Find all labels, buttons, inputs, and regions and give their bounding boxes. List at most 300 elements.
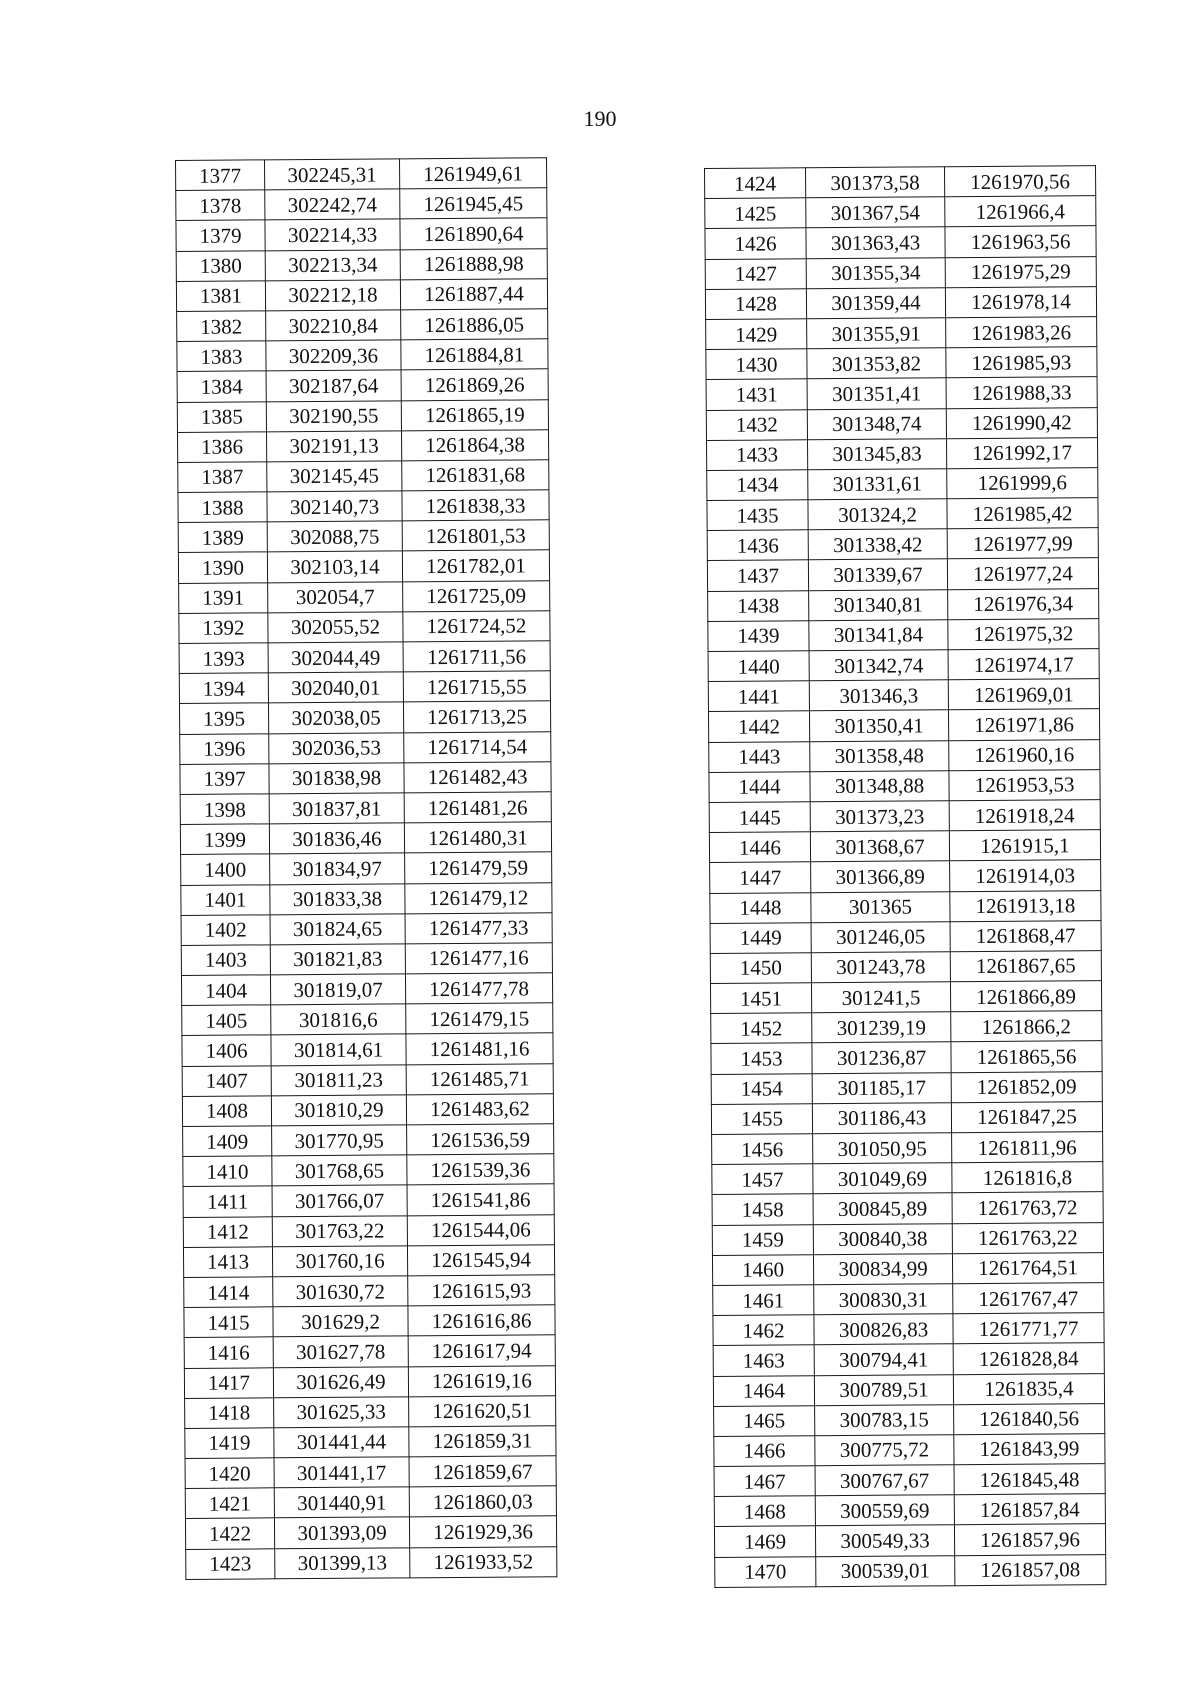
- x-coordinate-cell: 301331,61: [808, 469, 947, 500]
- x-coordinate-cell: 302140,73: [267, 491, 402, 522]
- x-coordinate-cell: 301355,91: [807, 318, 946, 349]
- table-row: [183, 1124, 554, 1157]
- x-coordinate-cell: 300834,99: [813, 1253, 952, 1284]
- table-row: [711, 1071, 1102, 1104]
- y-coordinate-cell: 1261811,96: [952, 1132, 1103, 1163]
- x-coordinate-cell: 300775,72: [815, 1435, 954, 1466]
- x-coordinate-cell: 302210,84: [266, 310, 401, 341]
- y-coordinate-cell: 1261884,81: [401, 339, 548, 370]
- table-row: [185, 1456, 556, 1489]
- point-number-cell: 1415: [184, 1307, 273, 1338]
- table-row: [182, 1003, 553, 1036]
- table-row: [705, 166, 1096, 199]
- point-number-cell: 1389: [178, 522, 267, 553]
- x-coordinate-cell: 302190,55: [266, 400, 401, 431]
- y-coordinate-cell: 1261801,53: [402, 520, 549, 551]
- point-number-cell: 1409: [183, 1126, 272, 1157]
- y-coordinate-cell: 1261831,68: [402, 460, 549, 491]
- table-row: [177, 429, 548, 462]
- table-row: [706, 317, 1097, 350]
- x-coordinate-cell: 300783,15: [815, 1404, 954, 1435]
- y-coordinate-cell: 1261771,77: [953, 1313, 1104, 1344]
- point-number-cell: 1429: [706, 319, 807, 350]
- x-coordinate-cell: 301353,82: [807, 348, 946, 379]
- x-coordinate-cell: 301441,17: [274, 1457, 409, 1488]
- y-coordinate-cell: 1261479,15: [406, 1003, 553, 1034]
- point-number-cell: 1447: [710, 862, 811, 893]
- point-number-cell: 1467: [714, 1466, 815, 1497]
- x-coordinate-cell: 301050,95: [813, 1133, 952, 1164]
- x-coordinate-cell: 301814,61: [271, 1034, 406, 1065]
- y-coordinate-cell: 1261483,62: [406, 1094, 553, 1125]
- x-coordinate-cell: 301373,58: [806, 167, 945, 198]
- table-row: [712, 1132, 1103, 1165]
- table-row: [706, 377, 1097, 410]
- x-coordinate-cell: 301368,67: [810, 831, 949, 862]
- y-coordinate-cell: 1261828,84: [953, 1343, 1104, 1374]
- x-coordinate-cell: 300559,69: [815, 1495, 954, 1526]
- x-coordinate-cell: 301243,78: [811, 952, 950, 983]
- point-number-cell: 1397: [180, 764, 269, 795]
- point-number-cell: 1434: [707, 470, 808, 501]
- point-number-cell: 1454: [711, 1073, 812, 1104]
- table-row: [183, 1214, 554, 1247]
- y-coordinate-cell: 1261960,16: [949, 739, 1100, 770]
- x-coordinate-cell: 302040,01: [268, 672, 403, 703]
- table-row: [178, 460, 549, 493]
- point-number-cell: 1387: [178, 462, 267, 493]
- x-coordinate-cell: 301760,16: [272, 1246, 407, 1277]
- x-coordinate-cell: 302044,49: [268, 642, 403, 673]
- y-coordinate-cell: 1261477,78: [405, 973, 552, 1004]
- y-coordinate-cell: 1261999,6: [947, 467, 1098, 498]
- y-coordinate-cell: 1261915,1: [949, 830, 1100, 861]
- x-coordinate-cell: 301341,84: [809, 620, 948, 651]
- y-coordinate-cell: 1261859,31: [409, 1426, 556, 1457]
- x-coordinate-cell: 301824,65: [270, 914, 405, 945]
- point-number-cell: 1385: [177, 401, 266, 432]
- point-number-cell: 1458: [712, 1194, 813, 1225]
- x-coordinate-cell: 300767,67: [815, 1465, 954, 1496]
- point-number-cell: 1407: [182, 1065, 271, 1096]
- point-number-cell: 1433: [706, 439, 807, 470]
- point-number-cell: 1417: [184, 1367, 273, 1398]
- point-number-cell: 1438: [708, 590, 809, 621]
- x-coordinate-cell: 301351,41: [807, 378, 946, 409]
- y-coordinate-cell: 1261816,8: [952, 1162, 1103, 1193]
- table-row: [176, 218, 547, 251]
- y-coordinate-cell: 1261971,86: [948, 709, 1099, 740]
- point-number-cell: 1450: [710, 953, 811, 984]
- point-number-cell: 1463: [713, 1345, 814, 1376]
- point-number-cell: 1445: [709, 802, 810, 833]
- point-number-cell: 1468: [714, 1496, 815, 1527]
- y-coordinate-cell: 1261963,56: [945, 226, 1096, 257]
- point-number-cell: 1430: [706, 349, 807, 380]
- x-coordinate-cell: 301837,81: [269, 793, 404, 824]
- x-coordinate-cell: 302038,05: [268, 702, 403, 733]
- table-row: [714, 1403, 1105, 1436]
- table-row: [710, 950, 1101, 983]
- y-coordinate-cell: 1261724,52: [403, 611, 550, 642]
- point-number-cell: 1461: [713, 1285, 814, 1316]
- table-row: [184, 1335, 555, 1368]
- table-row: [711, 1041, 1102, 1074]
- point-number-cell: 1421: [185, 1488, 274, 1519]
- x-coordinate-cell: 300549,33: [815, 1525, 954, 1556]
- x-coordinate-cell: 301367,54: [806, 197, 945, 228]
- y-coordinate-cell: 1261482,43: [404, 762, 551, 793]
- x-coordinate-cell: 301629,2: [273, 1306, 408, 1337]
- point-number-cell: 1391: [179, 582, 268, 613]
- table-row: [179, 701, 550, 734]
- y-coordinate-cell: 1261485,71: [406, 1063, 553, 1094]
- x-coordinate-cell: 301339,67: [808, 559, 947, 590]
- point-number-cell: 1399: [180, 824, 269, 855]
- y-coordinate-cell: 1261969,01: [948, 679, 1099, 710]
- table-row: [710, 890, 1101, 923]
- table-row: [177, 339, 548, 372]
- x-coordinate-cell: 302055,52: [268, 612, 403, 643]
- point-number-cell: 1414: [184, 1277, 273, 1308]
- y-coordinate-cell: 1261713,25: [403, 701, 550, 732]
- y-coordinate-cell: 1261477,33: [405, 912, 552, 943]
- point-number-cell: 1403: [181, 945, 270, 976]
- y-coordinate-cell: 1261888,98: [400, 248, 547, 279]
- y-coordinate-cell: 1261544,06: [407, 1214, 554, 1245]
- y-coordinate-cell: 1261929,36: [409, 1516, 556, 1547]
- table-row: [707, 498, 1098, 531]
- point-number-cell: 1402: [181, 915, 270, 946]
- x-coordinate-cell: 301359,44: [806, 287, 945, 318]
- x-coordinate-cell: 302209,36: [266, 340, 401, 371]
- x-coordinate-cell: 301766,07: [272, 1185, 407, 1216]
- table-row: [712, 1162, 1103, 1195]
- table-row: [712, 1222, 1103, 1255]
- y-coordinate-cell: 1261869,26: [401, 369, 548, 400]
- x-coordinate-cell: 301836,46: [269, 823, 404, 854]
- point-number-cell: 1426: [705, 228, 806, 259]
- point-number-cell: 1393: [179, 643, 268, 674]
- point-number-cell: 1383: [177, 341, 266, 372]
- table-row: [180, 792, 551, 825]
- y-coordinate-cell: 1261852,09: [951, 1071, 1102, 1102]
- x-coordinate-cell: 301239,19: [812, 1012, 951, 1043]
- x-coordinate-cell: 301366,89: [811, 861, 950, 892]
- table-row: [181, 943, 552, 976]
- y-coordinate-cell: 1261835,4: [953, 1373, 1104, 1404]
- table-row: [714, 1433, 1105, 1466]
- y-coordinate-cell: 1261857,84: [954, 1494, 1105, 1525]
- point-number-cell: 1378: [176, 190, 265, 221]
- table-row: [708, 618, 1099, 651]
- x-coordinate-cell: 302212,18: [265, 280, 400, 311]
- point-number-cell: 1435: [707, 500, 808, 531]
- point-number-cell: 1377: [176, 160, 265, 191]
- x-coordinate-cell: 301345,83: [807, 438, 946, 469]
- table-row: [714, 1524, 1105, 1557]
- table-row: [715, 1554, 1106, 1587]
- x-coordinate-cell: 302103,14: [267, 551, 402, 582]
- point-number-cell: 1428: [705, 289, 806, 320]
- x-coordinate-cell: 301768,65: [272, 1155, 407, 1186]
- y-coordinate-cell: 1261715,55: [403, 671, 550, 702]
- point-number-cell: 1424: [705, 168, 806, 199]
- y-coordinate-cell: 1261857,08: [955, 1554, 1106, 1585]
- table-row: [708, 679, 1099, 712]
- table-row: [177, 369, 548, 402]
- table-row: [705, 196, 1096, 229]
- point-number-cell: 1457: [712, 1164, 813, 1195]
- y-coordinate-cell: 1261990,42: [946, 407, 1097, 438]
- y-coordinate-cell: 1261988,33: [946, 377, 1097, 408]
- y-coordinate-cell: 1261477,16: [405, 943, 552, 974]
- point-number-cell: 1443: [709, 741, 810, 772]
- x-coordinate-cell: 302036,53: [269, 732, 404, 763]
- point-number-cell: 1441: [708, 681, 809, 712]
- table-row: [183, 1184, 554, 1217]
- point-number-cell: 1413: [183, 1247, 272, 1278]
- y-coordinate-cell: 1261977,99: [947, 528, 1098, 559]
- y-coordinate-cell: 1261966,4: [945, 196, 1096, 227]
- y-coordinate-cell: 1261886,05: [401, 309, 548, 340]
- table-row: [184, 1365, 555, 1398]
- y-coordinate-cell: 1261619,16: [408, 1365, 555, 1396]
- table-row: [706, 437, 1097, 470]
- point-number-cell: 1416: [184, 1337, 273, 1368]
- y-coordinate-cell: 1261978,14: [945, 286, 1096, 317]
- point-number-cell: 1398: [180, 794, 269, 825]
- x-coordinate-cell: 301185,17: [812, 1072, 951, 1103]
- x-coordinate-cell: 301399,13: [275, 1547, 410, 1578]
- x-coordinate-cell: 302242,74: [265, 189, 400, 220]
- x-coordinate-cell: 301340,81: [809, 589, 948, 620]
- point-number-cell: 1420: [185, 1458, 274, 1489]
- y-coordinate-cell: 1261859,67: [409, 1456, 556, 1487]
- table-row: [178, 550, 549, 583]
- y-coordinate-cell: 1261620,51: [409, 1395, 556, 1426]
- point-number-cell: 1439: [708, 621, 809, 652]
- y-coordinate-cell: 1261545,94: [407, 1244, 554, 1275]
- table-row: [180, 822, 551, 855]
- table-row: [182, 1094, 553, 1127]
- y-coordinate-cell: 1261845,48: [954, 1464, 1105, 1495]
- table-row: [176, 188, 547, 221]
- table-row: [706, 347, 1097, 380]
- table-row: [706, 407, 1097, 440]
- y-coordinate-cell: 1261985,42: [947, 498, 1098, 529]
- table-row: [710, 860, 1101, 893]
- y-coordinate-cell: 1261865,19: [401, 399, 548, 430]
- y-coordinate-cell: 1261933,52: [410, 1546, 557, 1577]
- table-row: [713, 1283, 1104, 1316]
- x-coordinate-cell: 300794,41: [814, 1344, 953, 1375]
- point-number-cell: 1395: [179, 703, 268, 734]
- y-coordinate-cell: 1261847,25: [951, 1101, 1102, 1132]
- y-coordinate-cell: 1261953,53: [949, 769, 1100, 800]
- table-row: [179, 671, 550, 704]
- point-number-cell: 1466: [714, 1436, 815, 1467]
- table-row: [710, 981, 1101, 1014]
- table-body-left: [176, 158, 557, 1579]
- point-number-cell: 1470: [715, 1556, 816, 1587]
- table-row: [708, 588, 1099, 621]
- point-number-cell: 1465: [714, 1405, 815, 1436]
- table-row: [180, 762, 551, 795]
- y-coordinate-cell: 1261616,86: [408, 1305, 555, 1336]
- table-row: [709, 769, 1100, 802]
- y-coordinate-cell: 1261481,16: [406, 1033, 553, 1064]
- x-coordinate-cell: 301049,69: [813, 1163, 952, 1194]
- table-row: [184, 1305, 555, 1338]
- y-coordinate-cell: 1261767,47: [953, 1283, 1104, 1314]
- point-number-cell: 1381: [176, 281, 265, 312]
- table-row: [707, 528, 1098, 561]
- x-coordinate-cell: 301186,43: [812, 1103, 951, 1134]
- x-coordinate-cell: 301625,33: [274, 1397, 409, 1428]
- table-row: [176, 279, 547, 312]
- table-row: [178, 490, 549, 523]
- table-row: [183, 1244, 554, 1277]
- point-number-cell: 1437: [707, 560, 808, 591]
- table-row: [176, 158, 547, 191]
- point-number-cell: 1431: [706, 379, 807, 410]
- table-row: [181, 912, 552, 945]
- x-coordinate-cell: 301763,22: [272, 1215, 407, 1246]
- point-number-cell: 1388: [178, 492, 267, 523]
- point-number-cell: 1446: [709, 832, 810, 863]
- table-row: [711, 1101, 1102, 1134]
- point-number-cell: 1448: [710, 892, 811, 923]
- table-row: [705, 286, 1096, 319]
- y-coordinate-cell: 1261714,54: [404, 731, 551, 762]
- table-body-right: [705, 166, 1106, 1588]
- x-coordinate-cell: 301350,41: [809, 710, 948, 741]
- point-number-cell: 1396: [180, 733, 269, 764]
- table-row: [711, 1011, 1102, 1044]
- table-row: [185, 1516, 556, 1549]
- x-coordinate-cell: 301393,09: [274, 1517, 409, 1548]
- y-coordinate-cell: 1261857,96: [954, 1524, 1105, 1555]
- table-row: [183, 1154, 554, 1187]
- table-row: [713, 1313, 1104, 1346]
- y-coordinate-cell: 1261867,65: [950, 950, 1101, 981]
- coordinates-table-left: [175, 157, 557, 1580]
- x-coordinate-cell: 302213,34: [265, 249, 400, 280]
- y-coordinate-cell: 1261949,61: [399, 158, 546, 189]
- y-coordinate-cell: 1261975,32: [948, 618, 1099, 649]
- x-coordinate-cell: 301342,74: [809, 650, 948, 681]
- y-coordinate-cell: 1261890,64: [400, 218, 547, 249]
- point-number-cell: 1451: [710, 983, 811, 1014]
- x-coordinate-cell: 300826,83: [814, 1314, 953, 1345]
- table-row: [178, 520, 549, 553]
- table-row: [708, 709, 1099, 742]
- table-row: [713, 1373, 1104, 1406]
- x-coordinate-cell: 301346,3: [809, 680, 948, 711]
- point-number-cell: 1469: [714, 1526, 815, 1557]
- y-coordinate-cell: 1261974,17: [948, 649, 1099, 680]
- table-row: [714, 1464, 1105, 1497]
- table-row: [712, 1192, 1103, 1225]
- point-number-cell: 1394: [179, 673, 268, 704]
- table-row: [705, 226, 1096, 259]
- y-coordinate-cell: 1261866,89: [950, 981, 1101, 1012]
- x-coordinate-cell: 300539,01: [816, 1555, 955, 1586]
- x-coordinate-cell: 301770,95: [272, 1125, 407, 1156]
- table-row: [705, 256, 1096, 289]
- y-coordinate-cell: 1261481,26: [404, 792, 551, 823]
- point-number-cell: 1408: [182, 1096, 271, 1127]
- table-row: [180, 731, 551, 764]
- table-row: [181, 882, 552, 915]
- table-row: [177, 399, 548, 432]
- x-coordinate-cell: 302245,31: [265, 159, 400, 190]
- x-coordinate-cell: 302187,64: [266, 370, 401, 401]
- point-number-cell: 1380: [176, 250, 265, 281]
- x-coordinate-cell: 301626,49: [273, 1366, 408, 1397]
- x-coordinate-cell: 302145,45: [267, 461, 402, 492]
- table-row: [710, 920, 1101, 953]
- x-coordinate-cell: 301441,44: [274, 1427, 409, 1458]
- y-coordinate-cell: 1261970,56: [944, 166, 1095, 197]
- table-row: [184, 1275, 555, 1308]
- y-coordinate-cell: 1261868,47: [950, 920, 1101, 951]
- table-row: [185, 1426, 556, 1459]
- point-number-cell: 1419: [185, 1428, 274, 1459]
- y-coordinate-cell: 1261711,56: [403, 641, 550, 672]
- y-coordinate-cell: 1261782,01: [402, 550, 549, 581]
- y-coordinate-cell: 1261945,45: [400, 188, 547, 219]
- table-row: [709, 830, 1100, 863]
- y-coordinate-cell: 1261992,17: [946, 437, 1097, 468]
- x-coordinate-cell: 301630,72: [273, 1276, 408, 1307]
- table-row: [714, 1494, 1105, 1527]
- y-coordinate-cell: 1261480,31: [404, 822, 551, 853]
- table-row: [709, 739, 1100, 772]
- point-number-cell: 1400: [181, 854, 270, 885]
- point-number-cell: 1404: [181, 975, 270, 1006]
- point-number-cell: 1452: [711, 1013, 812, 1044]
- x-coordinate-cell: 301246,05: [811, 921, 950, 952]
- table-row: [177, 309, 548, 342]
- x-coordinate-cell: 301348,74: [807, 408, 946, 439]
- table-row: [181, 852, 552, 885]
- y-coordinate-cell: 1261860,03: [409, 1486, 556, 1517]
- y-coordinate-cell: 1261541,86: [407, 1184, 554, 1215]
- y-coordinate-cell: 1261975,29: [945, 256, 1096, 287]
- x-coordinate-cell: 301324,2: [808, 499, 947, 530]
- point-number-cell: 1423: [186, 1548, 275, 1579]
- point-number-cell: 1456: [712, 1134, 813, 1165]
- x-coordinate-cell: 301348,88: [810, 770, 949, 801]
- y-coordinate-cell: 1261479,59: [405, 852, 552, 883]
- x-coordinate-cell: 302088,75: [267, 521, 402, 552]
- x-coordinate-cell: 300840,38: [813, 1223, 952, 1254]
- point-number-cell: 1412: [183, 1216, 272, 1247]
- table-row: [709, 800, 1100, 833]
- y-coordinate-cell: 1261887,44: [400, 279, 547, 310]
- point-number-cell: 1459: [712, 1224, 813, 1255]
- x-coordinate-cell: 301373,23: [810, 801, 949, 832]
- table-row: [179, 580, 550, 613]
- table-row: [185, 1486, 556, 1519]
- point-number-cell: 1432: [706, 409, 807, 440]
- point-number-cell: 1386: [177, 432, 266, 463]
- y-coordinate-cell: 1261838,33: [402, 490, 549, 521]
- point-number-cell: 1436: [707, 530, 808, 561]
- x-coordinate-cell: 302054,7: [268, 581, 403, 612]
